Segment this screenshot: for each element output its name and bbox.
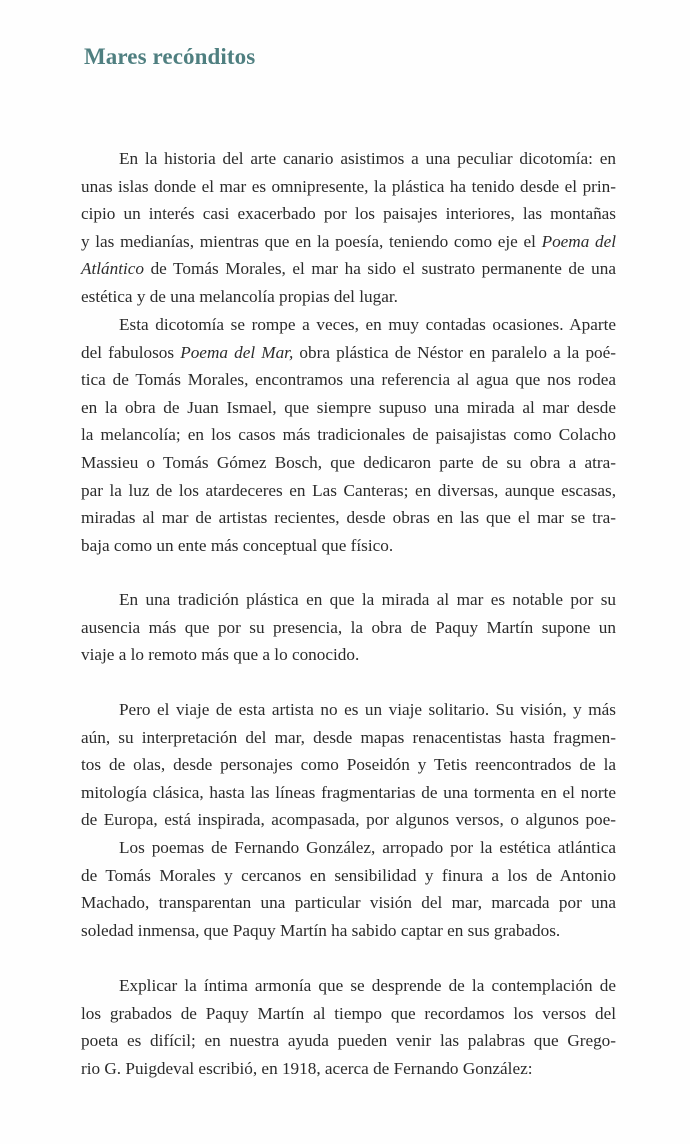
text-line: Pero el viaje de esta artista no es un viaje solitario. Su visión, y más <box>119 700 616 719</box>
text-run: obra plástica de Néstor en paralelo a la poé- <box>293 342 616 362</box>
text-line: mitología clásica, hasta las líneas fragmentarias de una tormenta en el norte <box>81 782 616 802</box>
italic-work-title: Poema del Mar, <box>180 342 294 362</box>
text-line <box>81 228 616 256</box>
paragraph-2 <box>81 311 616 559</box>
text-line: en la obra de Juan Ismael, que siempre supuso una mirada al mar desde <box>81 397 616 417</box>
text-line: aún, su interpretación del mar, desde mapas renacentistas hasta fragmen- <box>81 727 616 747</box>
text-line: Esta dicotomía se rompe a veces, en muy contadas ocasiones. Aparte <box>119 315 616 334</box>
text-run: y las medianías, mientras que en la poesía, teniendo como eje el <box>81 231 542 251</box>
text-line: Los poemas de Fernando González, arropado por la estética atlántica <box>119 838 616 857</box>
paragraph-3 <box>81 586 616 669</box>
text-line: miradas al mar de artistas recientes, desde obras en las que el mar se tra- <box>81 508 616 528</box>
text-line: los grabados de Paquy Martín al tiempo que recordamos los versos del <box>81 1003 616 1023</box>
text-line: ausencia más que por su presencia, la obra de Paquy Martín supone un <box>81 617 616 637</box>
text-line: viaje a lo remoto más que a lo conocido. <box>81 645 360 665</box>
text-line: En la historia del arte canario asistimos a una peculiar dicotomía: en <box>119 149 616 168</box>
text-run: de Tomás Morales, el mar ha sido el sustrato permanente de una <box>144 259 616 279</box>
text-line: tos de olas, desde personajes como Poseidón y Tetis reencontrados de la <box>81 755 616 775</box>
text-line: rio G. Puigdeval escribió, en 1918, acerca de Fernando González: <box>81 1058 533 1078</box>
paragraph-6 <box>81 972 616 1082</box>
text-line <box>81 339 616 367</box>
text-line: estética y de una melancolía propias del lugar. <box>81 286 398 306</box>
text-line: par la luz de los atardeceres en Las Canteras; en diversas, aunque escasas, <box>81 480 616 500</box>
text-line: poeta es difícil; en nuestra ayuda pueden venir las palabras que Grego- <box>81 1031 616 1051</box>
italic-work-title: Poema del <box>541 231 616 251</box>
text-line: tica de Tomás Morales, encontramos una referencia al agua que nos rodea <box>81 370 616 390</box>
page-title: Mares recónditos <box>84 44 256 69</box>
text-line: cipio un interés casi exacerbado por los paisajes interiores, las montañas <box>81 204 616 224</box>
paragraph-1 <box>81 145 616 311</box>
text-line: de Europa, está inspirada, acompasada, por algunos versos, o algunos poe- <box>81 810 616 830</box>
text-line: En una tradición plástica en que la mirada al mar es notable por su <box>119 590 616 609</box>
text-line: unas islas donde el mar es omnipresente, la plástica ha tenido desde el prin- <box>81 176 616 196</box>
text-line: baja como un ente más conceptual que físico. <box>81 535 394 555</box>
text-line: Massieu o Tomás Gómez Bosch, que dedicaron parte de su obra a atra- <box>81 452 616 472</box>
text-line <box>81 255 616 283</box>
text-line: Machado, transparentan una particular visión del mar, marcada por una <box>81 893 616 913</box>
paragraph-4 <box>81 696 616 834</box>
text-line: de Tomás Morales y cercanos en sensibilidad y finura a los de Antonio <box>81 865 616 885</box>
text-line: soledad inmensa, que Paquy Martín ha sabido captar en sus grabados. <box>81 920 561 940</box>
text-line: Explicar la íntima armonía que se desprende de la contemplación de <box>119 976 616 995</box>
italic-work-title: Atlántico <box>81 259 145 279</box>
text-run: del fabulosos <box>81 342 181 362</box>
paragraph-5 <box>81 834 616 944</box>
text-line: la melancolía; en los casos más tradicionales de paisajistas como Colacho <box>81 425 616 445</box>
